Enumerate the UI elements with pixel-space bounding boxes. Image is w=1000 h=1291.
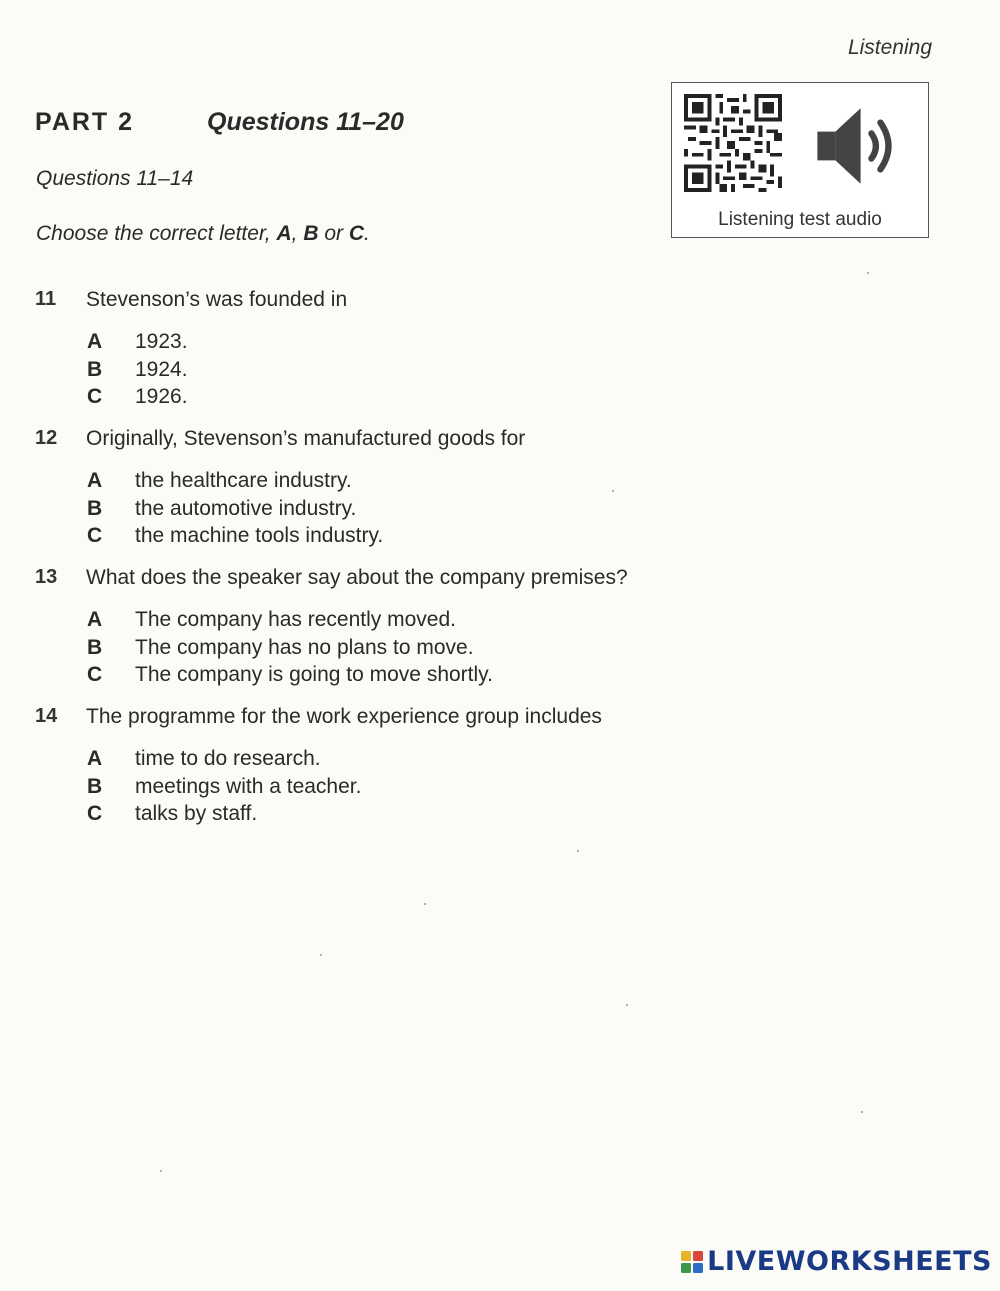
question-text: Stevenson’s was founded in: [86, 288, 348, 311]
subheading: Questions 11–14: [36, 167, 194, 190]
option-letter: B: [87, 357, 103, 381]
scan-speck: [320, 954, 322, 956]
scan-speck: [861, 1111, 863, 1113]
part-heading: [35, 108, 404, 137]
instruction-letter-c: C: [348, 222, 364, 245]
option-letter: C: [87, 524, 103, 547]
scan-speck: [424, 903, 426, 905]
option-letter: C: [87, 385, 103, 408]
option-text: meetings with a teacher.: [135, 774, 362, 798]
qr-code-icon[interactable]: [684, 94, 782, 192]
instruction-letter-a: A: [276, 222, 292, 245]
question-number: 14: [35, 705, 58, 727]
option-text: the healthcare industry.: [135, 469, 352, 492]
instruction-sep: ,: [291, 222, 304, 245]
instruction-prefix: Choose the correct letter,: [36, 222, 277, 245]
question-number: 13: [35, 566, 58, 588]
question-text: The programme for the work experience group includes: [86, 705, 602, 728]
part-label: PART 2: [35, 108, 135, 136]
option-letter: C: [87, 802, 103, 825]
speaker-icon[interactable]: [812, 101, 902, 191]
option-letter: A: [87, 469, 103, 492]
option-text: time to do research.: [135, 747, 321, 770]
questions-range: Questions 11–20: [207, 108, 404, 136]
question-number: 12: [35, 427, 58, 449]
option-text: 1924.: [135, 357, 188, 381]
option-letter: A: [87, 747, 103, 770]
option-text: The company is going to move shortly.: [135, 663, 493, 686]
scan-speck: [612, 490, 614, 492]
question-text: What does the speaker say about the company premises?: [86, 566, 628, 589]
scan-speck: [577, 850, 579, 852]
option-letter: A: [87, 330, 103, 353]
option-text: talks by staff.: [135, 802, 258, 825]
option-text: The company has recently moved.: [135, 608, 456, 631]
instruction-suffix: .: [364, 222, 370, 245]
option-text: 1926.: [135, 385, 188, 408]
instruction: [36, 222, 370, 246]
question-text: Originally, Stevenson’s manufactured goods for: [86, 427, 526, 450]
question-number: 11: [35, 288, 57, 310]
instruction-sep: or: [318, 222, 349, 245]
option-text: The company has no plans to move.: [135, 635, 474, 659]
liveworksheets-brand[interactable]: [681, 1246, 992, 1277]
option-text: the automotive industry.: [135, 496, 357, 520]
scan-speck: [867, 272, 869, 274]
option-letter: A: [87, 608, 103, 631]
option-text: 1923.: [135, 330, 188, 353]
instruction-letter-b: B: [303, 222, 319, 245]
option-letter: B: [87, 496, 103, 520]
option-letter: B: [87, 635, 103, 659]
scan-speck: [626, 1004, 628, 1006]
brand-name: LIVEWORKSHEETS: [707, 1246, 992, 1277]
audio-caption: Listening test audio: [718, 209, 882, 230]
scan-speck: [160, 1170, 162, 1172]
liveworksheets-logo-icon: [681, 1251, 703, 1273]
audio-box[interactable]: [671, 82, 929, 238]
option-letter: B: [87, 774, 103, 798]
option-text: the machine tools industry.: [135, 524, 384, 547]
option-letter: C: [87, 663, 103, 686]
section-label: Listening: [847, 36, 932, 59]
